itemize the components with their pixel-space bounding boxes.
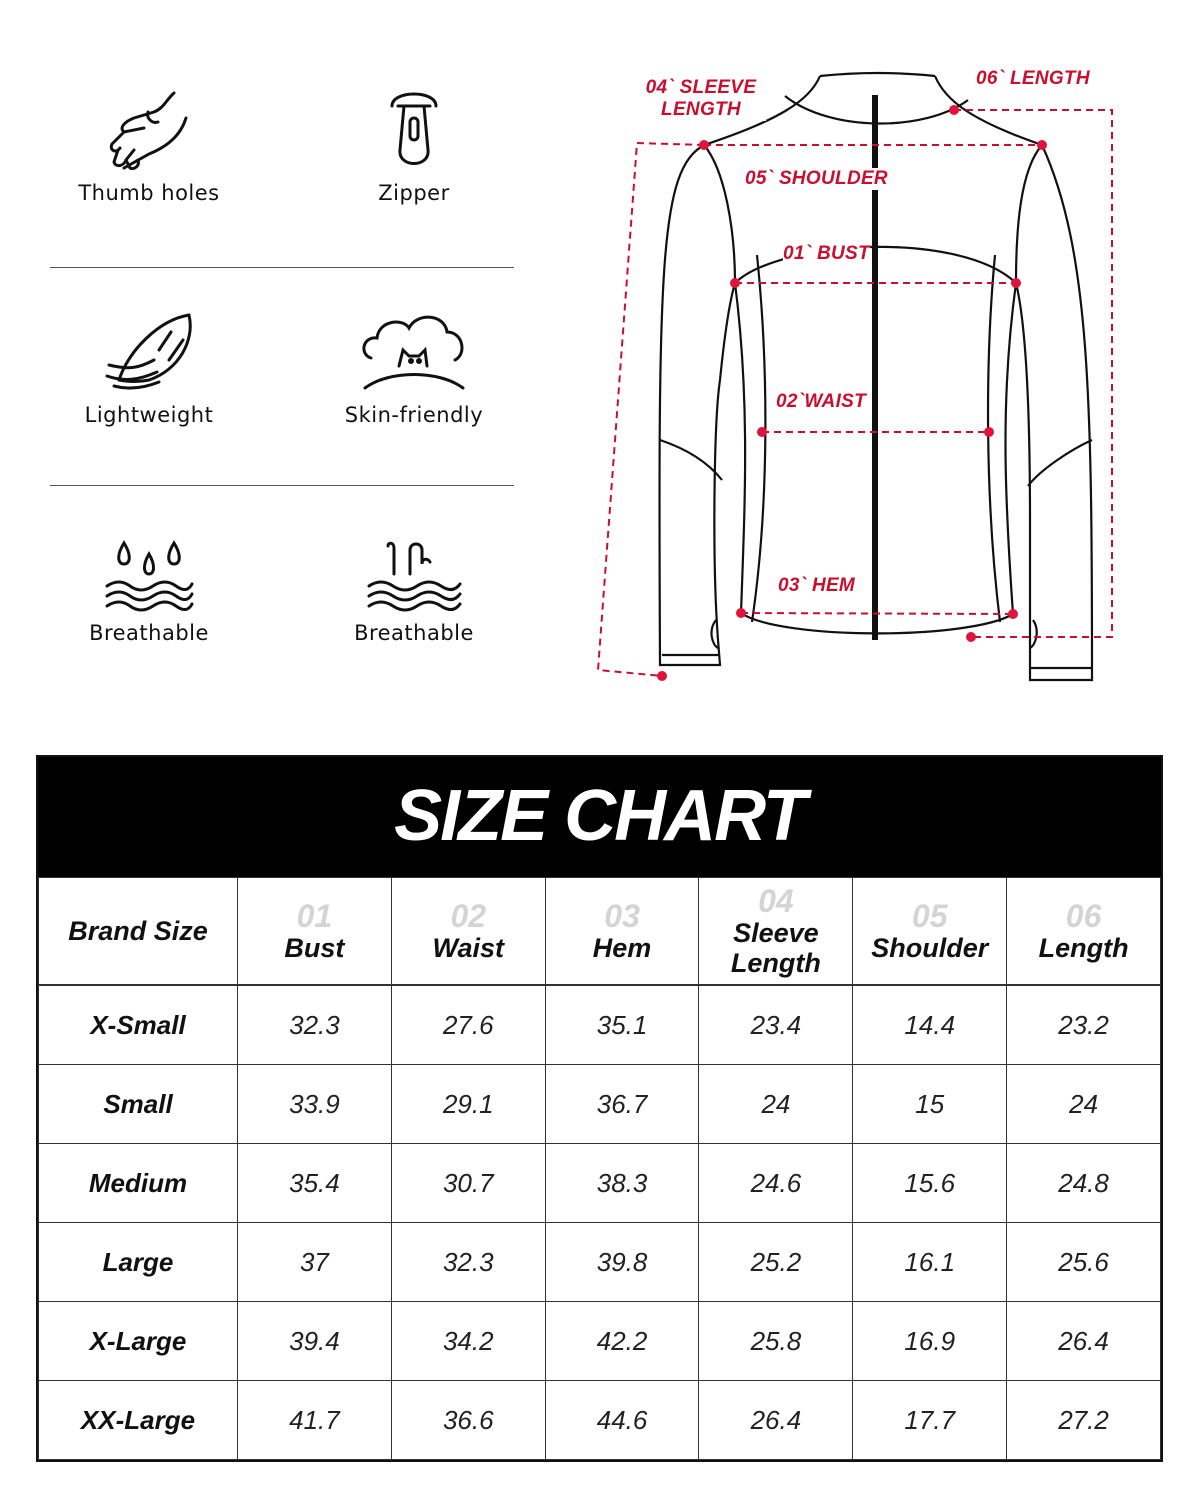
measurement-cell: 26.4 — [1007, 1302, 1161, 1381]
size-name-cell: Medium — [39, 1144, 238, 1223]
measurement-cell: 24.8 — [1007, 1144, 1161, 1223]
column-header — [1007, 878, 1161, 986]
label-hem: 03` HEM — [778, 575, 856, 596]
measurement-cell: 36.7 — [545, 1065, 699, 1144]
measurement-cell: 27.2 — [1007, 1381, 1161, 1460]
size-chart-table — [36, 755, 1163, 1462]
measurement-cell: 26.4 — [699, 1381, 853, 1460]
cat-on-cloud-icon — [359, 310, 469, 395]
measurement-cell: 23.4 — [699, 985, 853, 1065]
measurement-cell: 44.6 — [545, 1381, 699, 1460]
feature-zipper — [294, 88, 534, 205]
table-row — [39, 1223, 1161, 1302]
table-row — [39, 985, 1161, 1065]
feature-lightweight — [29, 310, 269, 427]
measurement-cell: 24 — [1007, 1065, 1161, 1144]
measurement-cell: 15 — [853, 1065, 1007, 1144]
feature-breathable-1 — [29, 538, 269, 645]
feature-thumb-holes — [29, 88, 269, 205]
water-drops-waves-icon — [104, 538, 194, 613]
column-header — [238, 878, 392, 986]
table-header-row — [39, 878, 1161, 986]
column-number: 06 — [1065, 898, 1102, 934]
column-header — [545, 878, 699, 986]
feature-skin-friendly — [294, 310, 534, 427]
size-name-cell: Large — [39, 1223, 238, 1302]
steam-waves-icon — [366, 538, 462, 613]
measurement-cell: 24 — [699, 1065, 853, 1144]
measurement-cell: 41.7 — [238, 1381, 392, 1460]
column-number: 02 — [450, 898, 487, 934]
measurement-cell: 42.2 — [545, 1302, 699, 1381]
column-header — [39, 878, 238, 986]
feature-label: Lightweight — [84, 403, 214, 427]
measurement-cell: 25.2 — [699, 1223, 853, 1302]
measurement-cell: 35.4 — [238, 1144, 392, 1223]
table-row — [39, 1144, 1161, 1223]
measurement-cell: 39.8 — [545, 1223, 699, 1302]
zipper-pull-icon — [384, 88, 444, 173]
divider — [50, 485, 514, 486]
measurement-cell: 14.4 — [853, 985, 1007, 1065]
label-waist: 02`WAIST — [776, 391, 867, 412]
size-name-cell: XX-Large — [39, 1381, 238, 1460]
column-header — [391, 878, 545, 986]
measurement-cell: 39.4 — [238, 1302, 392, 1381]
measurement-cell: 17.7 — [853, 1381, 1007, 1460]
size-name-cell: X-Small — [39, 985, 238, 1065]
measurement-cell: 33.9 — [238, 1065, 392, 1144]
column-label: Sleeve Length — [730, 918, 821, 978]
thumb-hole-hand-icon — [104, 88, 194, 173]
label-sleeve-length: 04` SLEEVE LENGTH — [636, 77, 766, 121]
divider — [50, 267, 514, 268]
column-label: Waist — [432, 933, 504, 963]
feature-label: Zipper — [378, 181, 450, 205]
measurement-cell: 25.8 — [699, 1302, 853, 1381]
feature-label: Skin-friendly — [344, 403, 484, 427]
feature-label: Breathable — [354, 621, 474, 645]
measurement-cell: 38.3 — [545, 1144, 699, 1223]
table-row — [39, 1065, 1161, 1144]
table-row — [39, 1381, 1161, 1460]
measurement-cell: 32.3 — [238, 985, 392, 1065]
measurement-cell: 30.7 — [391, 1144, 545, 1223]
feature-label: Thumb holes — [78, 181, 220, 205]
column-label: Length — [1038, 933, 1129, 963]
column-number: 01 — [296, 898, 333, 934]
measurement-cell: 16.1 — [853, 1223, 1007, 1302]
size-chart-title: SIZE CHART — [38, 757, 1161, 877]
measurement-cell: 16.9 — [853, 1302, 1007, 1381]
measurement-cell: 27.6 — [391, 985, 545, 1065]
column-label: Bust — [284, 933, 345, 963]
label-length: 06` LENGTH — [976, 68, 1090, 89]
column-number: 03 — [604, 898, 640, 934]
column-header — [699, 878, 853, 986]
column-label: Shoulder — [871, 933, 989, 963]
column-label: Brand Size — [68, 916, 208, 946]
column-header — [853, 878, 1007, 986]
feature-label: Breathable — [89, 621, 209, 645]
table-row — [39, 1302, 1161, 1381]
column-number: 05 — [911, 898, 948, 934]
label-shoulder: 05` SHOULDER — [745, 168, 888, 189]
feather-icon — [99, 310, 199, 395]
size-name-cell: X-Large — [39, 1302, 238, 1381]
jacket-measurement-diagram — [590, 60, 1150, 700]
measurement-cell: 23.2 — [1007, 985, 1161, 1065]
measurement-cell: 34.2 — [391, 1302, 545, 1381]
measurement-cell: 24.6 — [699, 1144, 853, 1223]
label-bust: 01` BUST — [783, 243, 870, 264]
feature-breathable-2 — [294, 538, 534, 645]
measurement-cell: 32.3 — [391, 1223, 545, 1302]
measurement-cell: 37 — [238, 1223, 392, 1302]
measurement-cell: 35.1 — [545, 985, 699, 1065]
column-label: Hem — [592, 933, 652, 963]
measurement-cell: 15.6 — [853, 1144, 1007, 1223]
column-number: 04 — [758, 883, 794, 919]
measurement-cell: 29.1 — [391, 1065, 545, 1144]
measurement-cell: 25.6 — [1007, 1223, 1161, 1302]
size-name-cell: Small — [39, 1065, 238, 1144]
measurement-cell: 36.6 — [391, 1381, 545, 1460]
